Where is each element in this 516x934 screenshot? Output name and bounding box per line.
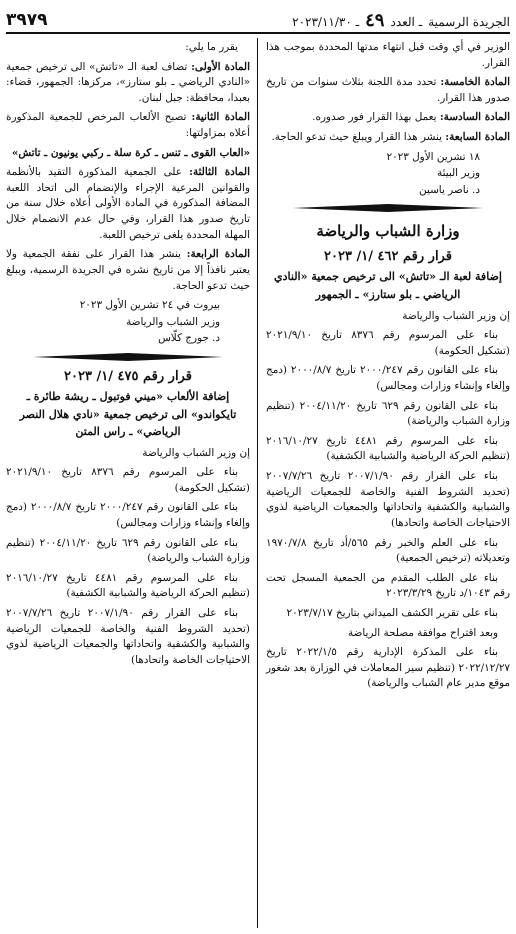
article-text: ينشر هذا القرار ويبلغ حيث تدعو الحاجة. [271, 131, 446, 144]
licensed-games: «العاب القوى ـ تنس ـ كرة سلة ـ ركبي يونيون ـ تاتش» [11, 146, 250, 159]
signature-name: د. ناصر ياسين [419, 183, 480, 196]
citation: بناء على العلم والخبر رقم ٥٦٥/أد تاريخ ١٩٧٠/٧/٨ وتعديلاته (ترخيص الجمعية) [266, 536, 510, 565]
article-6 [266, 110, 510, 126]
citation: بناء على تقرير الكشف الميداني بتاريخ ٢٠٢٣/٧/١٧ [286, 606, 498, 619]
article-text: تضاف لعبة الـ «تاتش» الى ترخيص جمعية «النادي الرياضي ـ بلو ستارز»، مركزها: الجمهور، قضاء: بعبدا، محافظة: جبل لبنان. [6, 60, 250, 104]
citation: بناء على القانون رقم ٢٠٠٠/٢٤٧ تاريخ ٢٠٠٠/٨/٧ (دمج وإلغاء وإنشاء وزارات ومجالس) [6, 501, 250, 530]
signature-name: د. جورج كلّاس [158, 332, 220, 345]
article-title: المادة الثالثة: [189, 166, 250, 179]
article-7 [266, 130, 510, 146]
article-2 [6, 110, 250, 141]
citation: بناء على الطلب المقدم من الجمعية المسجل تحت رقم ١٠٤٣/د تاريخ ٢٠٢٣/٣/٢٩ [266, 571, 510, 600]
article-text: ينشر هذا القرار على نفقة الجمعية ولا يعتبر نافذاً إلا من تاريخ نشره في الجريدة الرسمية، ويبلغ حيث تدعو الحاجة. [6, 248, 250, 292]
article-5 [266, 75, 510, 106]
signature-date: ١٨ تشرين الأول ٢٠٢٣ [386, 150, 480, 163]
citation: بناء على المرسوم رقم ٨٣٧٦ تاريخ ٢٠٢١/٩/١٠ (تشكيل الحكومة) [266, 329, 510, 357]
issue-label: ـ العدد [390, 14, 423, 29]
section-divider [33, 353, 223, 361]
citation: بناء على المذكرة الإدارية رقم ٢٠٢٢/١/٥ تاريخ ٢٠٢٢/١٢/٢٧ (تنظيم سير المعاملات في الوزارة بعد شغور موقع مدير عام الشباب والرياضة) [266, 646, 510, 690]
citation: بناء على القانون رقم ٦٢٩ تاريخ ٢٠٠٤/١١/٢٠ (تنظيم وزارة الشباب والرياضة) [6, 536, 250, 565]
issue-number: ٤٩ [365, 9, 385, 31]
page-number: ٣٩٧٩ [6, 10, 48, 30]
decision-intro: إن وزير الشباب والرياضة [142, 446, 250, 459]
decision-title: إضافة الألعاب «ميني فوتبول ـ ريشة طائرة ـ تايكواندو» الى ترخيص جمعية «نادي هلال النصر الرياضي» ـ راس المتن [19, 390, 237, 438]
article-title: المادة الأولى: [191, 60, 250, 73]
citation: بناء على القانون رقم ٦٢٩ تاريخ ٢٠٠٤/١١/٢٠ (تنظيم وزارة الشباب والرياضة) [266, 399, 510, 428]
gazette-name: الجريدة الرسمية [428, 14, 510, 29]
citation: بناء على القرار رقم ٢٠٠٧/١/٩٠ تاريخ ٢٠٠٧/٧/٢٦ (تحديد الشروط الفنية والخاصة للجمعيات الرياضية والشبابية والكشفية واتحاداتها والجمعيات الرياضية لذوي الاحتياجات الخاصة واتحادها) [266, 470, 510, 529]
column-divider [257, 38, 258, 928]
decision-intro: إن وزير الشباب والرياضة [402, 309, 510, 322]
header-title-group [292, 10, 510, 31]
page-header [6, 8, 510, 34]
decision-number: قرار رقم ٤٦٢ /١/ ٢٠٢٣ [324, 248, 452, 264]
article-text: تحدد مدة اللجنة بثلاث سنوات من تاريخ صدور هذا القرار. [266, 76, 510, 104]
signature-title: وزير الشباب والرياضة [126, 315, 220, 328]
signature-title: وزير البيئة [437, 167, 480, 180]
right-column [266, 40, 510, 696]
ministry-heading: وزارة الشباب والرياضة [316, 222, 460, 241]
article-4 [6, 247, 250, 294]
article-title: المادة الرابعة: [186, 248, 251, 261]
article-title: المادة الثانية: [191, 111, 250, 124]
decision-number: قرار رقم ٤٧٥ /١/ ٢٠٢٣ [64, 368, 192, 384]
decides-line: يقرر ما يلي: [185, 41, 238, 53]
citation: وبعد اقتراح موافقة مصلحة الرياضة [347, 626, 498, 639]
article-text: تصبح الألعاب المرخص للجمعية المذكورة أعلاه بمزاولتها: [6, 111, 250, 140]
continued-paragraph: الوزير في أي وقت قبل انتهاء مدتها المحددة بموجب هذا القرار. [266, 41, 510, 69]
article-text: على الجمعية المذكورة التقيد بالأنظمة والقوانين المرعية الإجراء والإنضمام الى اتحاد اللعبة المضافة المذكورة في المادة الأولى أعلاه خلال سنة من تاريخ صدور هذا القرار، وفي حال عدم الانضمام خلال المهلة المحددة يلغى ترخيص اللعبة. [6, 166, 250, 241]
signature-date: بيروت في ٢٤ تشرين الأول ٢٠٢٣ [79, 299, 220, 312]
decision-title: إضافة لعبة الـ «تاتش» الى ترخيص جمعية «النادي الرياضي ـ بلو ستارز» ـ الجمهور [274, 270, 502, 301]
article-3 [6, 165, 250, 243]
issue-date: ـ ٢٠٢٣/١١/٣٠ [292, 14, 360, 29]
citation: بناء على المرسوم رقم ٤٤٨١ تاريخ ٢٠١٦/١٠/٢٧ (تنظيم الحركة الرياضية والشبابية الكشفية) [6, 571, 250, 600]
citation: بناء على القرار رقم ٢٠٠٧/١/٩٠ تاريخ ٢٠٠٧/٧/٢٦ (تحديد الشروط الفنية والخاصة للجمعيات الرياضية والشبابية والكشفية واتحاداتها والجمعيات الرياضية لذوي الاحتياجات الخاصة واتحادها) [6, 607, 250, 666]
article-title: المادة السابعة: [445, 131, 510, 144]
article-title: المادة السادسة: [439, 111, 510, 124]
section-divider [293, 204, 483, 212]
article-1 [6, 60, 250, 107]
left-column [6, 40, 250, 673]
article-title: المادة الخامسة: [440, 76, 510, 89]
citation: بناء على المرسوم رقم ٤٤٨١ تاريخ ٢٠١٦/١٠/٢٧ (تنظيم الحركة الرياضية والشبابية الكشفية) [266, 434, 510, 463]
citation: بناء على القانون رقم ٢٠٠٠/٢٤٧ تاريخ ٢٠٠٠/٨/٧ (دمج وإلغاء وإنشاء وزارات ومجالس) [266, 364, 510, 393]
article-text: يعمل بهذا القرار فور صدوره. [312, 111, 440, 124]
citation: بناء على المرسوم رقم ٨٣٧٦ تاريخ ٢٠٢١/٩/١٠ (تشكيل الحكومة) [6, 466, 250, 494]
